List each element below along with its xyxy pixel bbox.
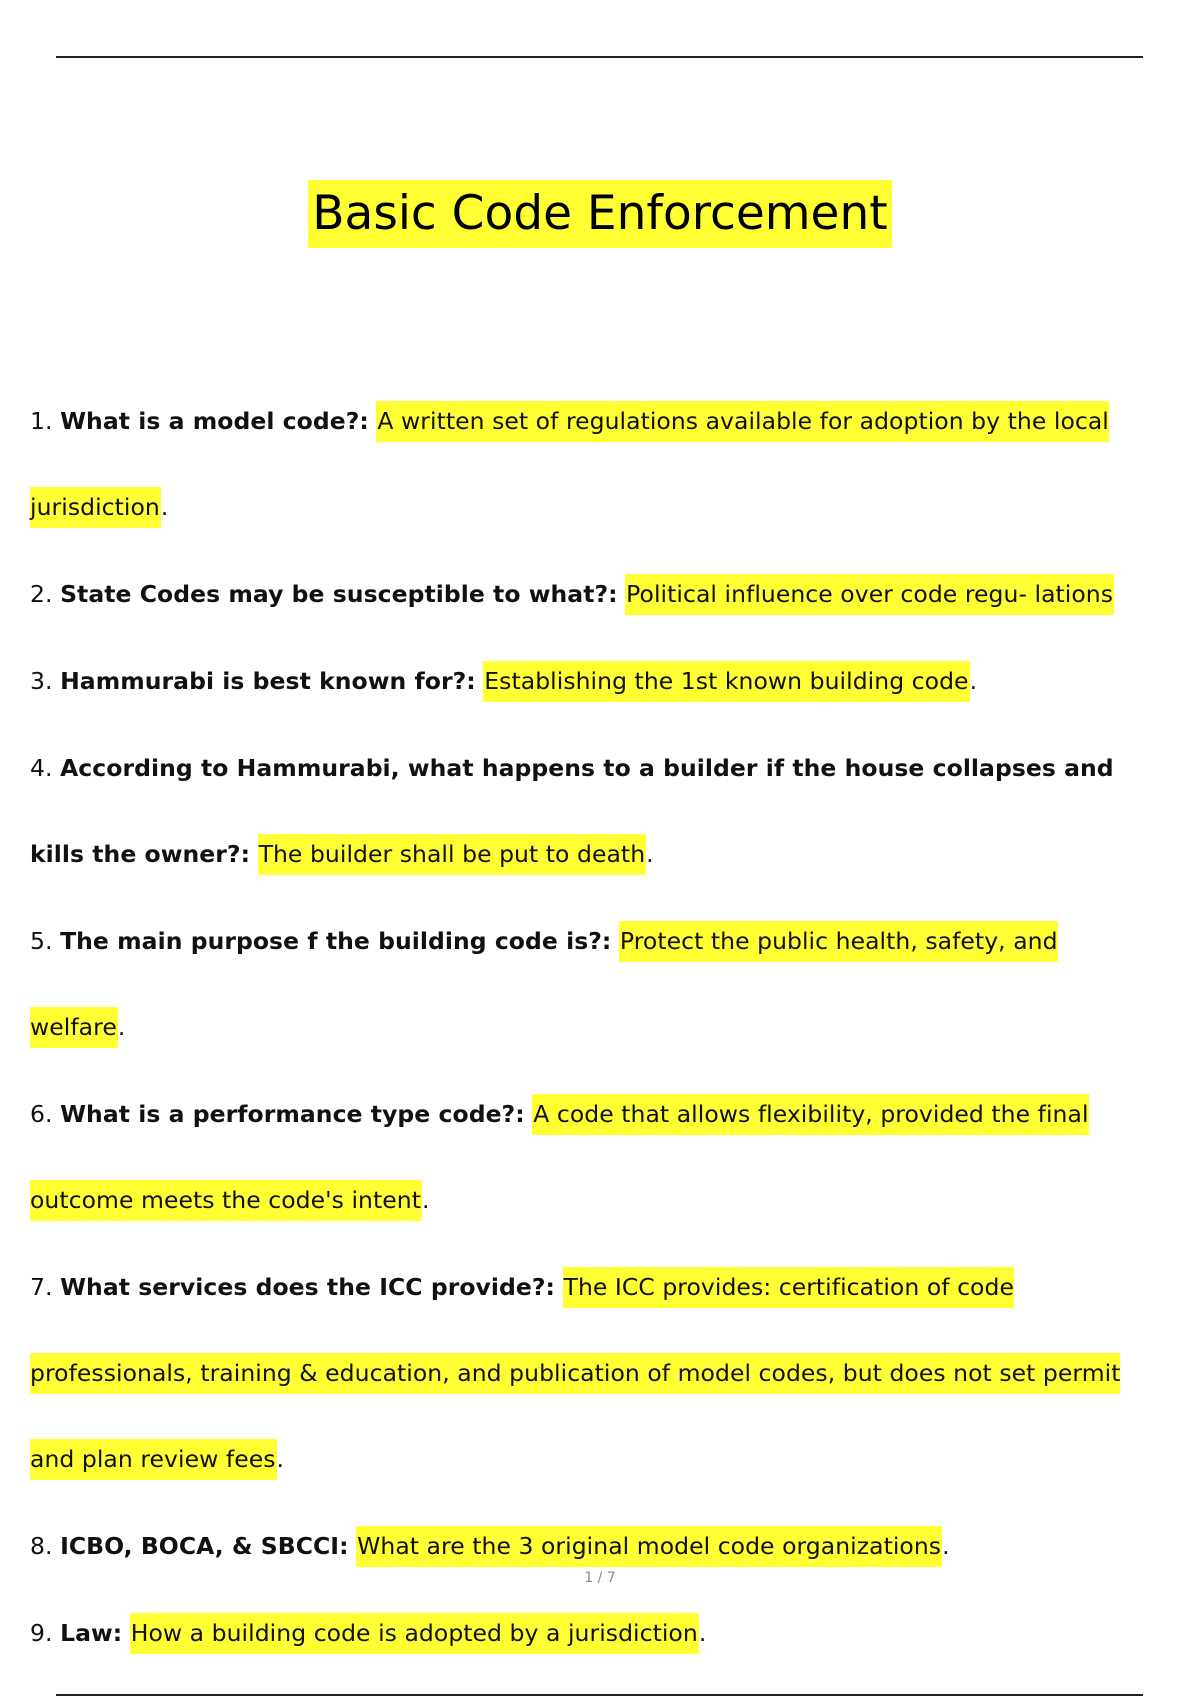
answer-text: Establishing the 1st known building code (483, 661, 969, 702)
answer-text: Protect the public health, safety, and welfare (30, 921, 1058, 1048)
trailing-punctuation: . (117, 1013, 126, 1041)
question-text: Law: (60, 1619, 123, 1647)
answer-text: How a building code is adopted by a jurisdiction (130, 1613, 699, 1654)
question-text: Hammurabi is best known for?: (60, 667, 476, 695)
question-text: The main purpose f the building code is?: (60, 927, 612, 955)
answer-text: A written set of regulations available for adoption by the local jurisdiction (30, 401, 1109, 528)
answer-text: What are the 3 original model code organizations (356, 1526, 942, 1567)
question-text: What services does the ICC provide?: (60, 1273, 556, 1301)
page-number: 1 / 7 (584, 1570, 616, 1586)
qa-item (30, 898, 1160, 1070)
qa-item (30, 551, 1160, 637)
item-number: 7. (30, 1273, 53, 1301)
page-title: Basic Code Enforcement (308, 180, 891, 248)
item-number: 6. (30, 1100, 53, 1128)
answer-text: A code that allows flexibility, provided the final outcome meets the code's intent (30, 1094, 1089, 1221)
item-number: 2. (30, 580, 53, 608)
item-number: 4. (30, 754, 53, 782)
bottom-rule (56, 1694, 1143, 1696)
answer-text: The builder shall be put to death (258, 834, 647, 875)
question-text: According to Hammurabi, what happens to a builder if the house collapses and kills the owner?: (30, 754, 1114, 868)
qa-item (30, 1590, 1160, 1676)
trailing-punctuation: . (969, 667, 978, 695)
item-number: 8. (30, 1532, 53, 1560)
question-text: State Codes may be susceptible to what?: (60, 580, 618, 608)
qa-item (30, 725, 1160, 897)
trailing-punctuation: . (646, 840, 654, 868)
qa-item (30, 1244, 1160, 1502)
qa-item (30, 378, 1160, 550)
item-number: 1. (30, 407, 53, 435)
top-rule (56, 56, 1143, 58)
trailing-punctuation: . (942, 1532, 950, 1560)
qa-item (30, 638, 1160, 724)
trailing-punctuation: . (276, 1445, 285, 1473)
trailing-punctuation: . (421, 1186, 430, 1214)
question-text: What is a model code?: (60, 407, 369, 435)
item-number: 3. (30, 667, 53, 695)
trailing-punctuation: . (698, 1619, 707, 1647)
question-text: ICBO, BOCA, & SBCCI: (60, 1532, 349, 1560)
qa-list (30, 378, 1160, 1677)
answer-text: Political influence over code regu- lations (625, 574, 1114, 615)
question-text: What is a performance type code?: (60, 1100, 525, 1128)
title-wrap (0, 180, 1200, 248)
trailing-punctuation: . (160, 493, 169, 521)
item-number: 5. (30, 927, 53, 955)
item-number: 9. (30, 1619, 53, 1647)
answer-text: The ICC provides: certification of code professionals, training & education, and publication of model codes, but does not set permit and plan review fees (30, 1267, 1120, 1480)
qa-item (30, 1071, 1160, 1243)
